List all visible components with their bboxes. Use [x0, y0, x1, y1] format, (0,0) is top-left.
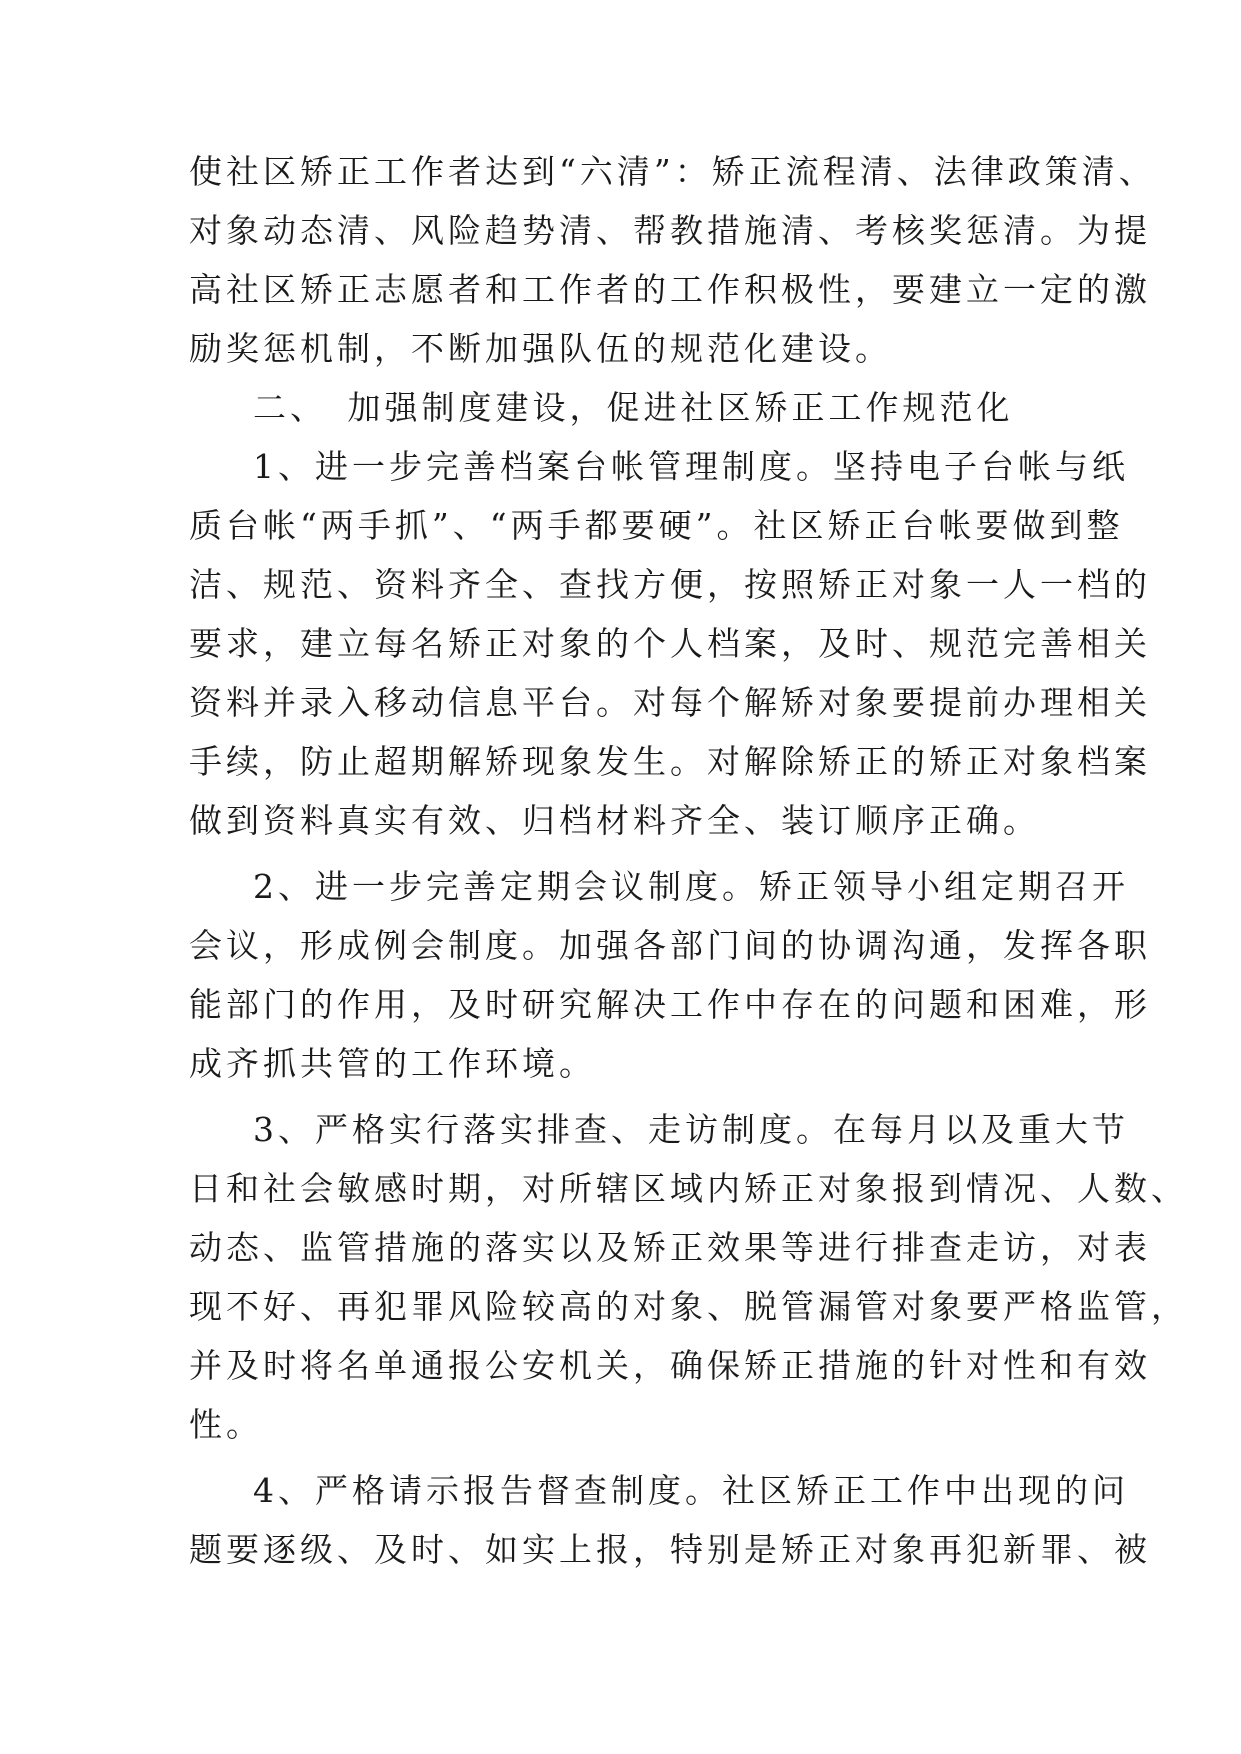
- text-line: 励奖惩机制，不断加强队伍的规范化建设。: [189, 329, 892, 368]
- text-line: 对象动态清、风险趋势清、帮教措施清、考核奖惩清。为提: [189, 211, 1151, 250]
- text-line: 要求，建立每名矫正对象的个人档案，及时、规范完善相关: [189, 624, 1151, 663]
- paragraph-first-line: 3、严格实行落实排查、走访制度。在每月以及重大节: [253, 1110, 1129, 1149]
- paragraph-first-line: 4、严格请示报告督查制度。社区矫正工作中出现的问: [253, 1471, 1129, 1510]
- text-line: 洁、规范、资料齐全、查找方便，按照矫正对象一人一档的: [189, 565, 1151, 604]
- paragraph-gap: [189, 1454, 1065, 1461]
- text-line: 现不好、再犯罪风险较高的对象、脱管漏管对象要严格监管，: [189, 1287, 1188, 1326]
- text-line: 并及时将名单通报公安机关，确保矫正措施的针对性和有效: [189, 1346, 1151, 1385]
- paragraph-first-line: 1、进一步完善档案台帐管理制度。坚持电子台帐与纸: [253, 447, 1129, 486]
- text-line: 性。: [189, 1405, 263, 1444]
- text-line: 日和社会敏感时期，对所辖区域内矫正对象报到情况、人数、: [189, 1169, 1188, 1208]
- text-line: 质台帐“两手抓”、“两手都要硬”。社区矫正台帐要做到整: [189, 506, 1124, 545]
- paragraph-gap: [189, 1093, 1065, 1100]
- document-body: [189, 142, 1188, 1579]
- text-line: 题要逐级、及时、如实上报，特别是矫正对象再犯新罪、被: [189, 1530, 1151, 1569]
- paragraph-gap: [189, 850, 1065, 857]
- text-line: 资料并录入移动信息平台。对每个解矫对象要提前办理相关: [189, 683, 1151, 722]
- section-heading: 二、 加强制度建设，促进社区矫正工作规范化: [253, 388, 1014, 427]
- text-line: 会议，形成例会制度。加强各部门间的协调沟通，发挥各职: [189, 926, 1151, 965]
- text-line: 做到资料真实有效、归档材料齐全、装订顺序正确。: [189, 801, 1040, 840]
- text-line: 成齐抓共管的工作环境。: [189, 1044, 596, 1083]
- text-line: 能部门的作用，及时研究解决工作中存在的问题和困难，形: [189, 985, 1151, 1024]
- text-line: 手续，防止超期解矫现象发生。对解除矫正的矫正对象档案: [189, 742, 1151, 781]
- text-line: 使社区矫正工作者达到“六清”：矫正流程清、法律政策清、: [189, 152, 1156, 191]
- paragraph-first-line: 2、进一步完善定期会议制度。矫正领导小组定期召开: [253, 867, 1129, 906]
- text-line: 高社区矫正志愿者和工作者的工作积极性，要建立一定的激: [189, 270, 1151, 309]
- text-line: 动态、监管措施的落实以及矫正效果等进行排查走访，对表: [189, 1228, 1151, 1267]
